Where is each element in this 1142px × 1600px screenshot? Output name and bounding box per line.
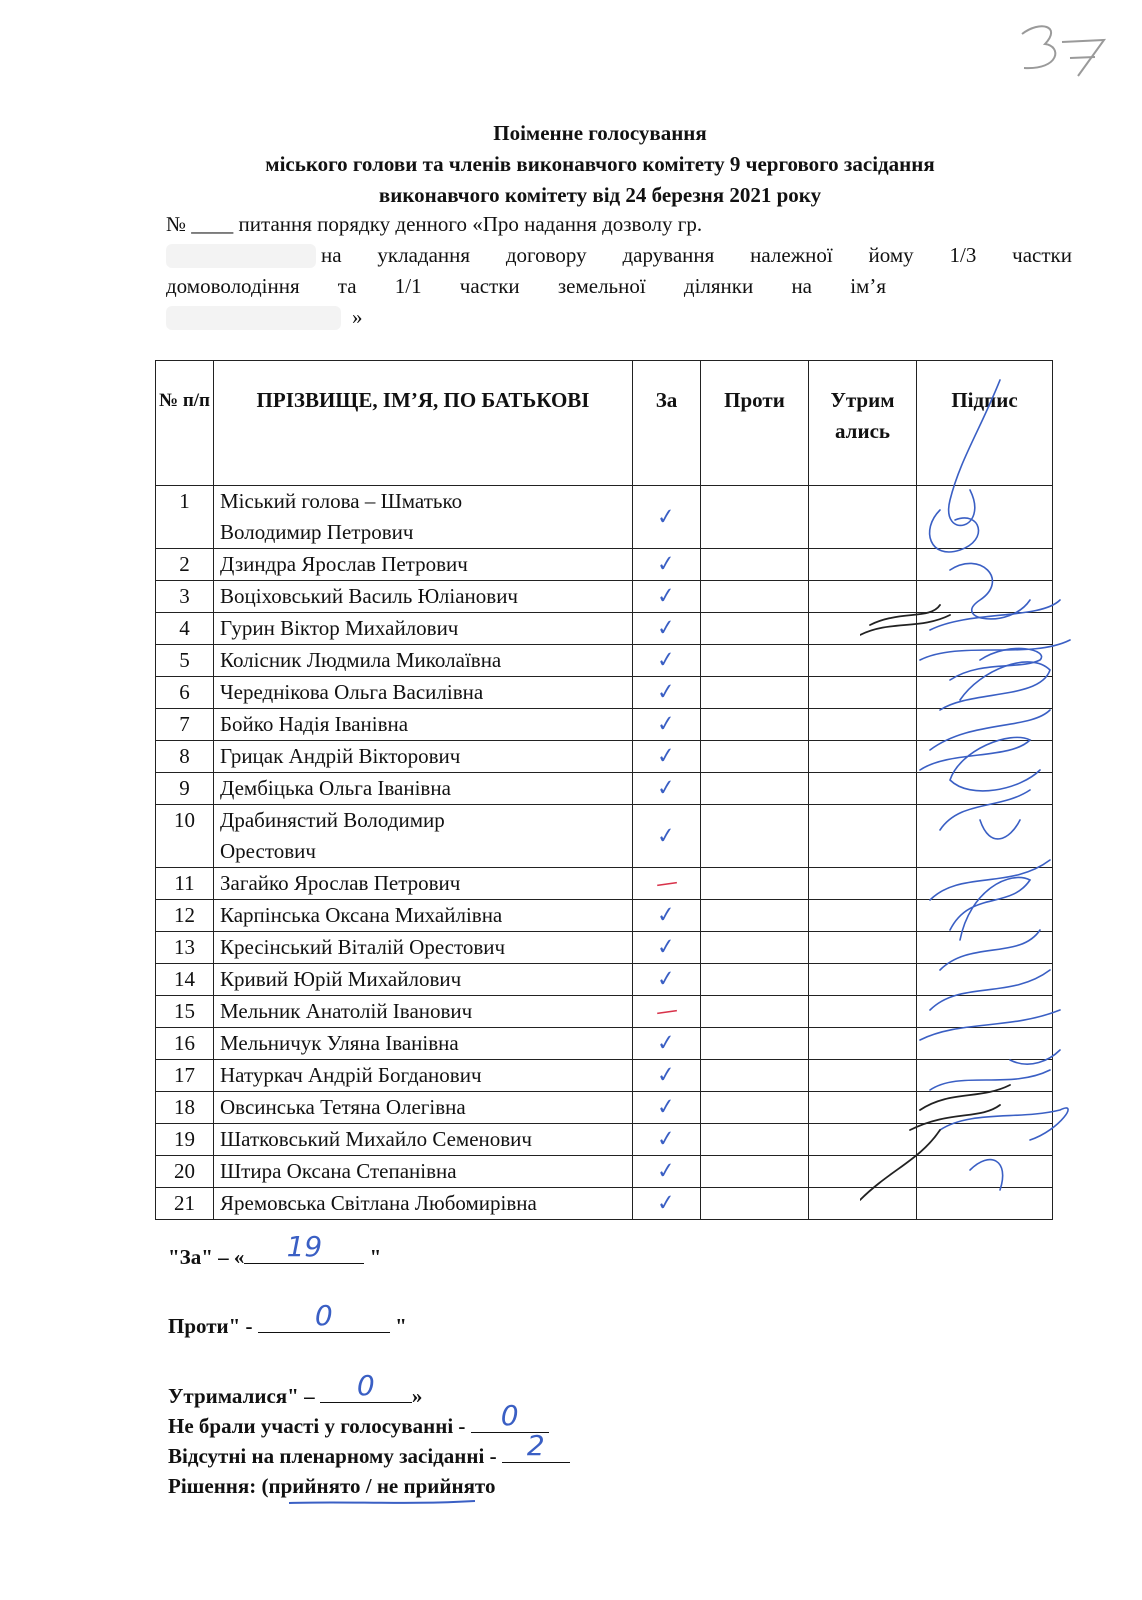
vote-for-cell (633, 677, 701, 709)
row-number: 13 (156, 932, 214, 964)
row-number: 18 (156, 1092, 214, 1124)
row-number: 6 (156, 677, 214, 709)
row-number: 17 (156, 1060, 214, 1092)
vote-against-cell (701, 805, 809, 868)
handwritten-check-mark: ✓ (655, 679, 677, 706)
handwritten-check-mark: ✓ (655, 934, 677, 961)
vote-against-cell (701, 1156, 809, 1188)
handwritten-check-mark: ✓ (655, 1126, 677, 1153)
member-name-line: Кривий Юрій Михайлович (220, 967, 462, 991)
member-name (214, 773, 633, 805)
row-number: 21 (156, 1188, 214, 1220)
member-name (214, 486, 633, 549)
handwritten-check-mark: ✓ (655, 583, 677, 610)
voting-table (155, 360, 1053, 1220)
member-name (214, 868, 633, 900)
signature-cell (917, 1028, 1053, 1060)
handwritten-check-mark: ✓ (655, 503, 677, 531)
header-signature: Підпис (917, 361, 1053, 486)
table-row (156, 581, 1053, 613)
member-name (214, 1092, 633, 1124)
row-number: 14 (156, 964, 214, 996)
signature-cell (917, 932, 1053, 964)
member-name (214, 645, 633, 677)
vote-for-cell (633, 741, 701, 773)
member-name-line: Загайко Ярослав Петрович (220, 871, 461, 895)
vote-against-cell (701, 1092, 809, 1124)
header-for: За (633, 361, 701, 486)
vote-abstained-cell (809, 549, 917, 581)
agenda-line-3: домоволодіння та 1/1 частки земельної ділянки на ім’я (166, 274, 886, 298)
member-name (214, 805, 633, 868)
vote-abstained-cell (809, 1156, 917, 1188)
handwritten-check-mark: ✓ (655, 711, 677, 738)
vote-for-cell (633, 1028, 701, 1060)
vote-for-cell (633, 1188, 701, 1220)
signature-cell (917, 868, 1053, 900)
table-row (156, 1028, 1053, 1060)
vote-for-cell (633, 773, 701, 805)
table-row (156, 613, 1053, 645)
member-name-line: Кресінський Віталій Орестович (220, 935, 506, 959)
summary-absent: Відсутні на пленарному засіданні - 2 (168, 1440, 570, 1472)
member-name-line: Череднікова Ольга Василівна (220, 680, 484, 704)
table-row (156, 964, 1053, 996)
signature-cell (917, 1060, 1053, 1092)
member-name (214, 900, 633, 932)
member-name (214, 613, 633, 645)
handwritten-check-mark: ✓ (655, 1030, 677, 1057)
vote-against-cell (701, 741, 809, 773)
vote-abstained-cell (809, 1092, 917, 1124)
vote-for-cell (633, 932, 701, 964)
summary-not-voted: Не брали участі у голосуванні - 0 (168, 1410, 549, 1442)
handwritten-check-mark: ✓ (655, 743, 677, 770)
member-name-line: Штира Оксана Степанівна (220, 1159, 457, 1183)
member-name-line: Дембіцька Ольга Іванівна (220, 776, 451, 800)
vote-abstained-cell (809, 805, 917, 868)
handwritten-check-mark: ✓ (655, 551, 677, 578)
table-row (156, 773, 1053, 805)
summary-abstained-value: 0 (356, 1369, 375, 1402)
signature-cell (917, 677, 1053, 709)
vote-against-cell (701, 581, 809, 613)
vote-for-cell (633, 996, 701, 1028)
member-name-line: Бойко Надія Іванівна (220, 712, 409, 736)
vote-abstained-cell (809, 613, 917, 645)
vote-for-cell (633, 1156, 701, 1188)
vote-for-cell (633, 1060, 701, 1092)
summary-for: "За" – « 19 " (168, 1230, 382, 1269)
handwritten-check-mark: ✓ (655, 615, 677, 642)
table-row (156, 486, 1053, 549)
row-number: 9 (156, 773, 214, 805)
vote-against-cell (701, 996, 809, 1028)
row-number: 12 (156, 900, 214, 932)
row-number: 2 (156, 549, 214, 581)
header-abstained: Утрим ались (809, 361, 917, 486)
row-number: 10 (156, 805, 214, 868)
handwritten-check-mark: ✓ (655, 1190, 677, 1217)
member-name-line-2: Володимир Петрович (220, 520, 414, 544)
table-row (156, 741, 1053, 773)
member-name (214, 1156, 633, 1188)
handwritten-check-mark: ✓ (655, 647, 677, 674)
table-row (156, 1092, 1053, 1124)
vote-against-cell (701, 1028, 809, 1060)
table-row (156, 1124, 1053, 1156)
vote-against-cell (701, 709, 809, 741)
signature-cell (917, 964, 1053, 996)
vote-abstained-cell (809, 677, 917, 709)
vote-abstained-cell (809, 932, 917, 964)
signature-cell (917, 900, 1053, 932)
vote-abstained-cell (809, 645, 917, 677)
member-name (214, 677, 633, 709)
vote-abstained-cell (809, 868, 917, 900)
vote-for-cell (633, 868, 701, 900)
vote-abstained-cell (809, 964, 917, 996)
document-title-line-2: міського голови та членів виконавчого комітету 9 чергового засідання (265, 152, 935, 176)
redacted-area (166, 306, 341, 330)
handwritten-check-mark: ✓ (655, 902, 677, 929)
vote-for-cell (633, 964, 701, 996)
vote-abstained-cell (809, 773, 917, 805)
row-number: 1 (156, 486, 214, 549)
member-name-line: Яремовська Світлана Любомирівна (220, 1191, 537, 1215)
vote-for-cell (633, 1092, 701, 1124)
member-name-line: Мельник Анатолій Іванович (220, 999, 473, 1023)
member-name-line: Міський голова – Шматько (220, 489, 463, 513)
table-row (156, 868, 1053, 900)
member-name-line: Шатковський Михайло Семенович (220, 1127, 532, 1151)
row-number: 8 (156, 741, 214, 773)
member-name-line: Воціховський Василь Юліанович (220, 584, 518, 608)
header-name: ПРІЗВИЩЕ, ІМ’Я, ПО БАТЬКОВІ (214, 361, 633, 486)
member-name (214, 996, 633, 1028)
row-number: 3 (156, 581, 214, 613)
member-name (214, 581, 633, 613)
vote-against-cell (701, 645, 809, 677)
member-name-line: Грицак Андрій Вікторович (220, 744, 461, 768)
vote-for-cell (633, 805, 701, 868)
handwritten-check-mark: ✓ (655, 1094, 677, 1121)
vote-for-cell (633, 645, 701, 677)
member-name (214, 741, 633, 773)
summary-not-voted-value: 0 (500, 1399, 519, 1432)
vote-against-cell (701, 549, 809, 581)
vote-for-cell (633, 549, 701, 581)
table-row (156, 549, 1053, 581)
agenda-line-1: № ____ питання порядку денного «Про надання дозволу гр. (166, 212, 703, 236)
member-name (214, 1188, 633, 1220)
vote-against-cell (701, 1060, 809, 1092)
vote-abstained-cell (809, 996, 917, 1028)
agenda-line-4: » (352, 305, 363, 329)
vote-for-cell (633, 1124, 701, 1156)
row-number: 15 (156, 996, 214, 1028)
handwritten-check-mark: ✓ (655, 775, 677, 802)
handwritten-check-mark: ✓ (655, 966, 677, 993)
table-row (156, 709, 1053, 741)
member-name-line: Дзиндра Ярослав Петрович (220, 552, 468, 576)
table-row (156, 1188, 1053, 1220)
member-name (214, 709, 633, 741)
member-name (214, 964, 633, 996)
member-name-line: Мельничук Уляна Іванівна (220, 1031, 459, 1055)
vote-against-cell (701, 964, 809, 996)
row-number: 16 (156, 1028, 214, 1060)
header-against: Проти (701, 361, 809, 486)
row-number: 4 (156, 613, 214, 645)
table-row (156, 932, 1053, 964)
vote-for-cell (633, 581, 701, 613)
vote-abstained-cell (809, 741, 917, 773)
signature-cell (917, 549, 1053, 581)
member-name (214, 1028, 633, 1060)
vote-against-cell (701, 900, 809, 932)
signature-cell (917, 645, 1053, 677)
handwritten-dash-mark: — (653, 997, 680, 1026)
handwritten-page-number (1000, 12, 1110, 82)
signature-cell (917, 613, 1053, 645)
member-name-line-2: Орестович (220, 839, 316, 863)
row-number: 20 (156, 1156, 214, 1188)
member-name (214, 549, 633, 581)
member-name (214, 1060, 633, 1092)
row-number: 5 (156, 645, 214, 677)
signature-cell (917, 773, 1053, 805)
table-row (156, 677, 1053, 709)
signature-cell (917, 1092, 1053, 1124)
table-row (156, 805, 1053, 868)
signature-cell (917, 1124, 1053, 1156)
handwritten-check-mark: ✓ (655, 822, 677, 850)
table-header-row (156, 361, 1053, 486)
vote-against-cell (701, 1124, 809, 1156)
vote-against-cell (701, 1188, 809, 1220)
member-name-line: Натуркач Андрій Богданович (220, 1063, 482, 1087)
signature-cell (917, 1188, 1053, 1220)
summary-abstained: Утрималися" – 0 » (168, 1369, 423, 1408)
summary-against-value: 0 (314, 1299, 333, 1332)
vote-abstained-cell (809, 1060, 917, 1092)
table-row (156, 1156, 1053, 1188)
header-number: № п/п (156, 361, 214, 486)
vote-abstained-cell (809, 1188, 917, 1220)
vote-against-cell (701, 932, 809, 964)
signature-cell (917, 581, 1053, 613)
signature-cell (917, 486, 1053, 549)
vote-abstained-cell (809, 709, 917, 741)
signature-cell (917, 741, 1053, 773)
row-number: 7 (156, 709, 214, 741)
vote-for-cell (633, 709, 701, 741)
handwritten-check-mark: ✓ (655, 1062, 677, 1089)
document-title-line-1: Поіменне голосування (493, 121, 707, 145)
handwritten-dash-mark: — (653, 869, 680, 898)
vote-against-cell (701, 773, 809, 805)
signature-cell (917, 805, 1053, 868)
vote-abstained-cell (809, 1028, 917, 1060)
summary-for-value: 19 (286, 1230, 323, 1263)
vote-for-cell (633, 900, 701, 932)
document-title-line-3: виконавчого комітету від 24 березня 2021 року (378, 183, 822, 207)
vote-against-cell (701, 486, 809, 549)
vote-against-cell (701, 868, 809, 900)
summary-absent-value: 2 (526, 1429, 545, 1462)
vote-abstained-cell (809, 900, 917, 932)
vote-for-cell (633, 613, 701, 645)
vote-abstained-cell (809, 1124, 917, 1156)
member-name (214, 932, 633, 964)
member-name-line: Колісник Людмила Миколаївна (220, 648, 502, 672)
member-name-line: Драбинястий Володимир (220, 808, 445, 832)
vote-for-cell (633, 486, 701, 549)
member-name-line: Овсинська Тетяна Олегівна (220, 1095, 466, 1119)
handwritten-check-mark: ✓ (655, 1158, 677, 1185)
table-row (156, 996, 1053, 1028)
member-name-line: Гурин Віктор Михайлович (220, 616, 459, 640)
summary-decision: Рішення: (прийнято / не прийнято (168, 1474, 496, 1498)
decision-handwritten-underline (287, 1497, 477, 1507)
vote-abstained-cell (809, 581, 917, 613)
member-name-line: Карпінська Оксана Михайлівна (220, 903, 503, 927)
table-row (156, 1060, 1053, 1092)
summary-against: Проти" - 0 " (168, 1299, 407, 1338)
vote-against-cell (701, 613, 809, 645)
signature-cell (917, 1156, 1053, 1188)
signature-cell (917, 996, 1053, 1028)
agenda-line-2: на укладання договору дарування належної йому 1/3 частки (321, 243, 1072, 267)
row-number: 11 (156, 868, 214, 900)
vote-against-cell (701, 677, 809, 709)
row-number: 19 (156, 1124, 214, 1156)
member-name (214, 1124, 633, 1156)
table-row (156, 645, 1053, 677)
signature-cell (917, 709, 1053, 741)
vote-abstained-cell (809, 486, 917, 549)
table-row (156, 900, 1053, 932)
